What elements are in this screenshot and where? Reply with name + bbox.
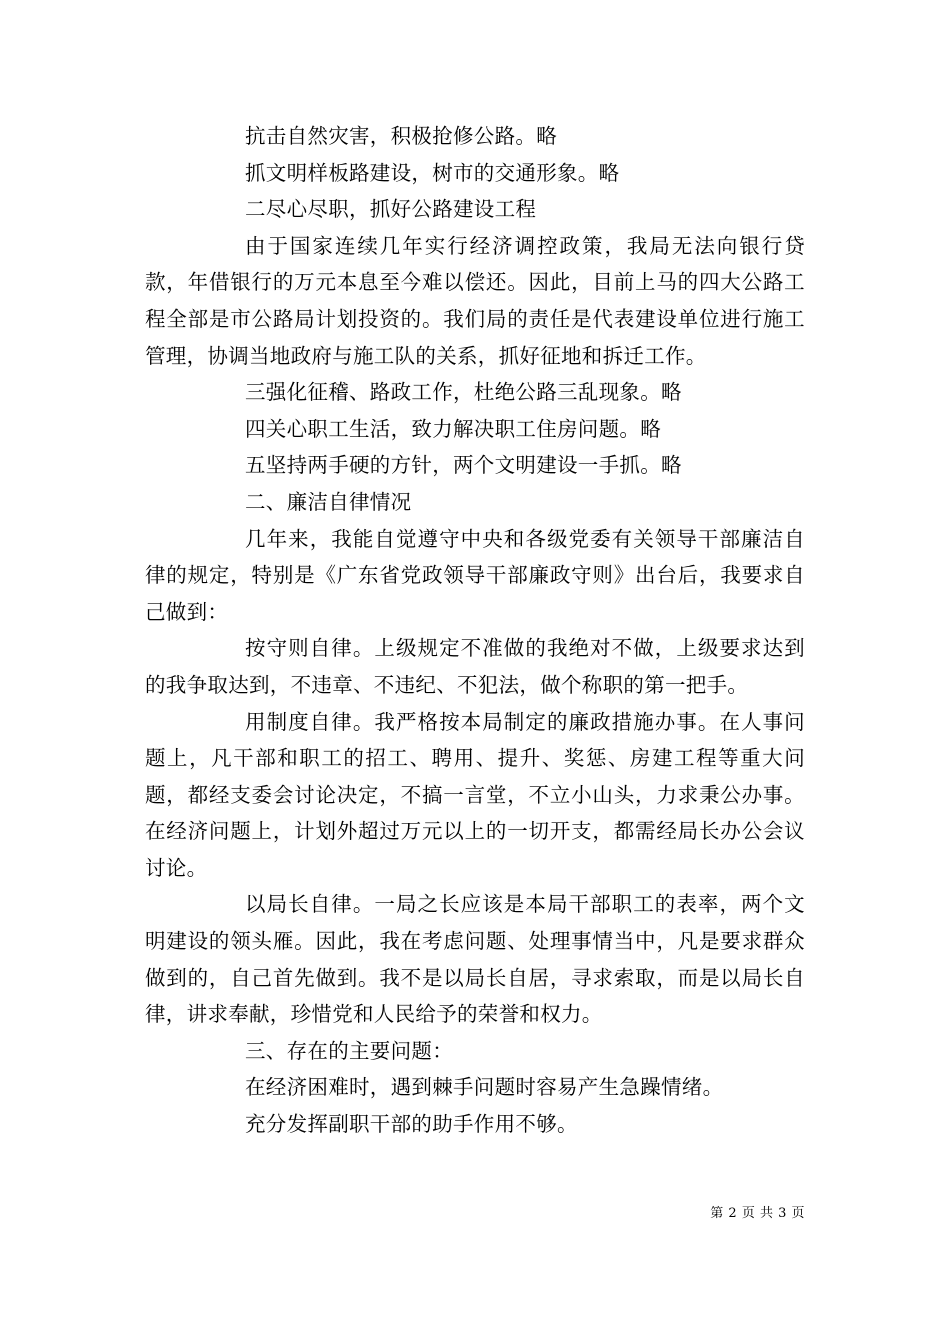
section-heading-road-construction: 二尽心尽职，抓好公路建设工程 — [245, 197, 537, 222]
document-body — [145, 118, 805, 1143]
paragraph-system-discipline: 用制度自律。我严格按本局制定的廉政措施办事。在人事问题上，凡干部和职工的招工、聘用、提升、奖惩、房建工程等重大问题，都经支委会讨论决定，不搞一言堂，不立小山头，力求秉公办事。在经济问题上，计划外超过万元以上的一切开支，都需经局长办公会议讨论。 — [145, 709, 805, 880]
paragraph-integrity-intro: 几年来，我能自觉遵守中央和各级党委有关领导干部廉洁自律的规定，特别是《广东省党政领导干部廉政守则》出台后，我要求自己做到： — [145, 526, 805, 624]
section-heading-problems: 三、存在的主要问题： — [245, 1038, 453, 1063]
section-heading-integrity: 二、廉洁自律情况 — [245, 489, 412, 514]
paragraph-disaster-repair: 抗击自然灾害，积极抢修公路。略 — [245, 124, 557, 148]
section-heading-two-civilizations: 五坚持两手硬的方针，两个文明建设一手抓。略 — [245, 453, 682, 478]
paragraph-model-road: 抓文明样板路建设，树市的交通形象。略 — [245, 160, 620, 185]
paragraph-construction-details: 由于国家连续几年实行经济调控政策，我局无法向银行贷款，年借银行的万元本息至今难以偿还。因此，目前上马的四大公路工程全部是市公路局计划投资的。我们局的责任是代表建设单位进行施工管理，协调当地政府与施工队的关系，抓好征地和拆迁工作。 — [145, 233, 805, 368]
section-heading-toll-enforcement: 三强化征稽、路政工作，杜绝公路三乱现象。略 — [245, 380, 682, 405]
paragraph-code-discipline: 按守则自律。上级规定不准做的我绝对不做，上级要求达到的我争取达到，不违章、不违纪、不犯法，做个称职的第一把手。 — [145, 636, 805, 697]
paragraph-problem-impatience: 在经济困难时，遇到棘手问题时容易产生急躁情绪。 — [245, 1075, 724, 1100]
paragraph-problem-deputies: 充分发挥副职干部的助手作用不够。 — [245, 1112, 578, 1137]
section-heading-staff-housing: 四关心职工生活，致力解决职工住房问题。略 — [245, 416, 661, 441]
paragraph-director-discipline: 以局长自律。一局之长应该是本局干部职工的表率，两个文明建设的领头雁。因此，我在考虑问题、处理事情当中，凡是要求群众做到的，自己首先做到。我不是以局长自居，寻求索取，而是以局长自律，讲求奉献，珍惜党和人民给予的荣誉和权力。 — [145, 892, 805, 1027]
page-number: 第 2 页 共 3 页 — [710, 1206, 805, 1221]
